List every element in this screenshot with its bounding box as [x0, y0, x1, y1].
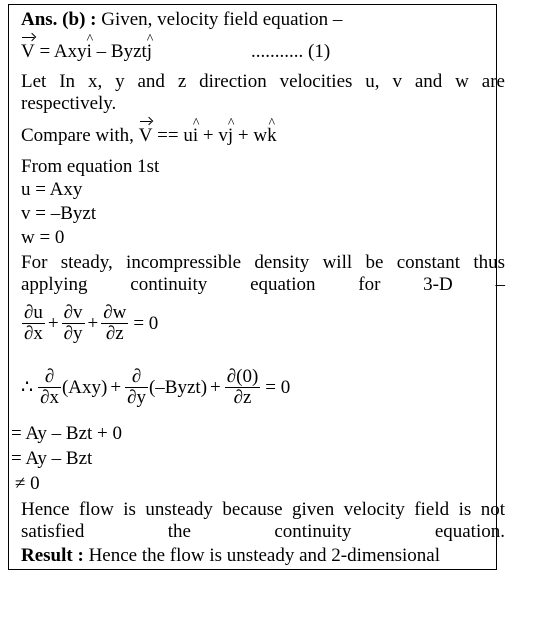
partial-dx: ∂x — [40, 387, 59, 408]
answer-heading — [21, 9, 342, 31]
dw-dz-fraction — [101, 303, 128, 344]
dw-numerator: ∂w — [103, 302, 127, 323]
therefore-symbol: ∴ — [21, 377, 34, 398]
dy-denominator: ∂y — [63, 323, 83, 344]
partial-dy: ∂y — [127, 387, 146, 408]
eq1-part-b: – Byzt — [91, 41, 147, 62]
d-dx-fraction — [38, 367, 61, 408]
d-dy-fraction — [125, 367, 148, 408]
result-label: Result : — [21, 545, 84, 566]
substituted-equation — [21, 367, 290, 408]
partial-numerator-1: ∂ — [38, 367, 61, 388]
answer-label: Ans. (b) : — [21, 9, 97, 30]
partial-dz: ∂z — [233, 387, 252, 408]
compare-unit-k: k ^ — [267, 125, 277, 147]
hence-paragraph: Hence flow is unsteady because given velocity field is not satisfied the continuity equation. — [21, 499, 505, 542]
plus-sign: + — [47, 312, 59, 334]
eq1-part-a: = Axy — [34, 41, 87, 62]
plus-sign: + — [210, 376, 221, 398]
plus-sign: + — [87, 312, 99, 334]
result-line — [21, 545, 440, 567]
answer-box — [8, 4, 505, 570]
partial-numerator-3: ∂(0) — [226, 366, 259, 387]
answer-intro: Given, velocity field equation – — [96, 9, 343, 30]
dx-denominator: ∂x — [24, 323, 43, 344]
plus-sign: + — [110, 376, 122, 398]
continuity-rhs: = 0 — [133, 312, 159, 334]
dz-denominator: ∂z — [105, 323, 124, 344]
vector-v: V — [21, 41, 35, 62]
continuity-equation — [21, 303, 158, 344]
du-dx-fraction — [22, 303, 45, 344]
partial-numerator-2: ∂ — [125, 367, 148, 388]
dv-numerator: ∂v — [63, 302, 83, 323]
term-axy: (Axy) — [61, 376, 108, 398]
result-step-3: ≠ 0 — [15, 473, 40, 494]
compare-unit-i: i ^ — [193, 125, 198, 147]
velocity-equation — [21, 41, 331, 63]
term-byzt: (–Byzt) — [148, 376, 208, 398]
compare-part-c: + w — [233, 125, 268, 146]
u-equation: u = Axy — [21, 179, 83, 200]
from-equation-line: From equation 1st — [21, 156, 160, 177]
let-paragraph: Let In x, y and z direction velocities u, v and w are respectively. — [21, 71, 505, 114]
result-step-1: = Ay – Bzt + 0 — [11, 423, 122, 444]
substituted-rhs: = 0 — [265, 376, 291, 398]
d0-dz-fraction — [225, 367, 261, 408]
compare-part-a: == u — [152, 125, 193, 146]
v-equation: v = –Byzt — [21, 203, 97, 224]
compare-equation — [21, 125, 277, 147]
equation-number: ........... (1) — [251, 41, 331, 62]
compare-part-b: + v — [198, 125, 228, 146]
du-numerator: ∂u — [24, 302, 43, 323]
compare-unit-j: j ^ — [228, 125, 233, 147]
compare-label: Compare with, — [21, 125, 139, 146]
steady-paragraph: For steady, incompressible density will be constant thus applying continuity equation for 3-D – — [21, 252, 505, 295]
result-text: Hence the flow is unsteady and 2-dimensional — [83, 545, 440, 566]
compare-vector-v: V — [138, 125, 153, 146]
unit-j: j ^ — [147, 41, 152, 63]
unit-i: i ^ — [87, 41, 92, 63]
dv-dy-fraction — [62, 303, 85, 344]
result-step-2: = Ay – Bzt — [11, 448, 93, 469]
w-equation: w = 0 — [21, 227, 65, 248]
